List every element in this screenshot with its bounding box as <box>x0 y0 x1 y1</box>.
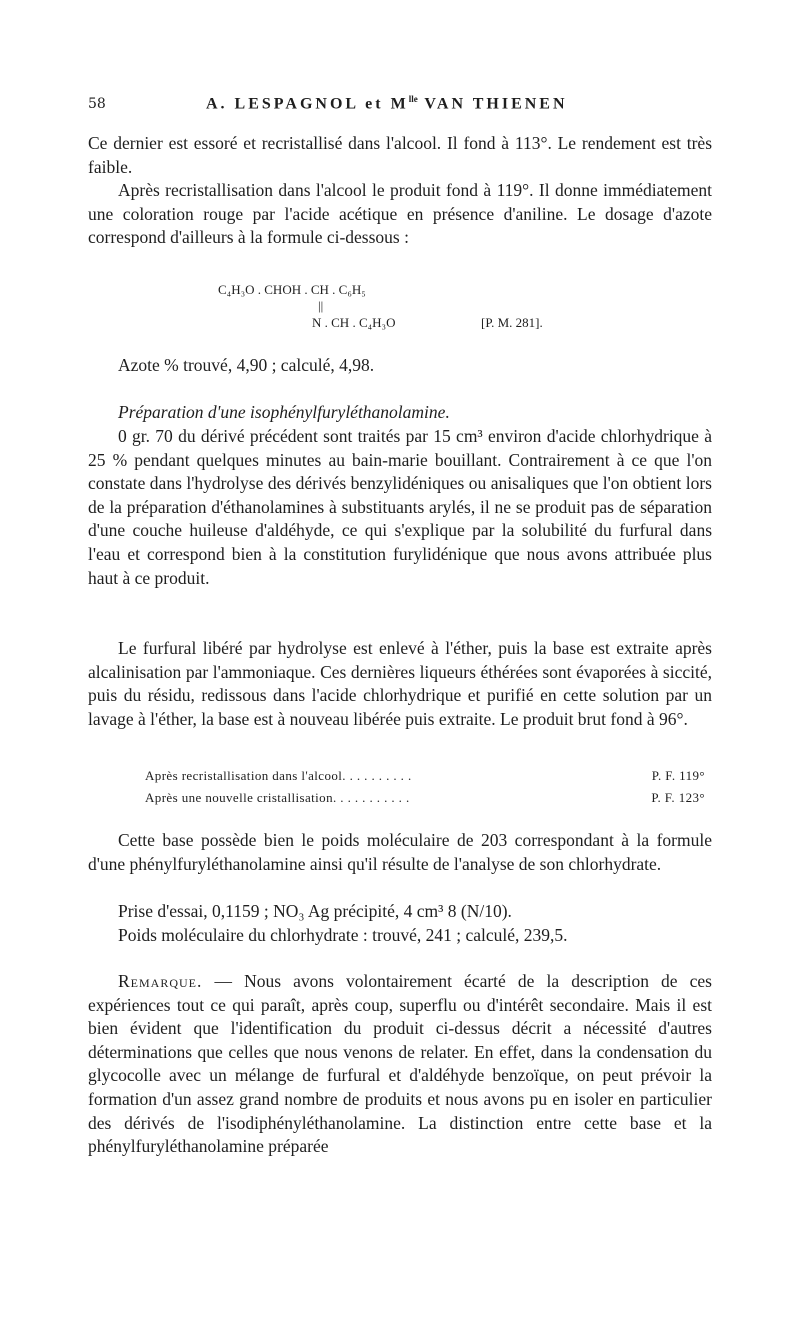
formula-line-2: N . CH . C₄H₃O <box>312 315 396 330</box>
remark-paragraph: Remarque. — Nous avons volontairement écarté de la description de ces expériences tout ce qui paraît, après coup, superflu ou d'intérêt secondaire. Mais il est bien évident que l'identification du produit ci-dessus décrit a nécessité d'autres déterminations que celles que nous venons de relater. En effet, dans la condensation du glycocolle avec un mélange de furfural et d'aldéhyde benzoïque, on peut prévoir la formation d'un assez grand nombre de produits et nous avons pu en isoler en particulier des dérivés de l'isodiphényléthanolamine. La distinction entre cette base et la phénylfuryléthanolamine préparée <box>88 971 712 1157</box>
paragraph-8: Poids moléculaire du chlorhydrate : trouvé, 241 ; calculé, 239,5. <box>118 925 568 945</box>
page-header <box>88 94 710 118</box>
formula-line-1: C₄H₃O . CHOH . CH . C₆H₅ <box>218 282 366 297</box>
paragraph-7: Prise d'essai, 0,1159 ; NO₃ Ag précipité, 4 cm³ 8 (N/10). <box>118 901 512 921</box>
remark-label: Remarque. <box>118 971 203 991</box>
nitrogen-result: Azote % trouvé, 4,90 ; calculé, 4,98. <box>118 355 375 375</box>
melting-row-1: Après recristallisation dans l'alcool. . . . . . . . . . P. F. 119° <box>145 768 705 783</box>
paragraph-6: Cette base possède bien le poids moléculaire de 203 correspondant à la formule d'une phénylfuryléthanolamine ainsi qu'il résulte de l'analyse de son chlorhydrate. <box>88 830 712 874</box>
paragraph-4: 0 gr. 70 du dérivé précédent sont traités par 15 cm³ environ d'acide chlorhydrique à 25 % pendant quelques minutes au bain-marie bouillant. Contrairement à ce que l'on constate dans l'hydrolyse des dérivés benzylidéniques ou anisaliques que l'on obtient lors de la préparation d'éthanolamines à substituants arylés, il ne se produit pas de séparation d'une couche huileuse d'aldéhyde, ce qui s'explique par la solubilité du furfural dans l'eau et correspond bien à la constitution furylidénique que nous avons attribuée plus haut à ce produit. <box>88 426 712 588</box>
section-heading: Préparation d'une isophénylfuryléthanolamine. <box>118 402 450 422</box>
running-title: A. LESPAGNOL et $M^{lle}$ VAN THIENEN <box>206 94 568 113</box>
formula-reference: [P. M. 281]. <box>481 315 543 330</box>
melting-row-2: Après une nouvelle cristallisation. . . . . . . . . . . P. F. 123° <box>145 790 705 805</box>
formula-double-bond: || <box>318 298 324 313</box>
paragraph-1: Ce dernier est essoré et recristallisé dans l'alcool. Il fond à 113°. Le rendement est très faible. <box>88 133 712 177</box>
paragraph-2: Après recristallisation dans l'alcool le produit fond à 119°. Il donne immédiatement une coloration rouge par l'acide acétique en présence d'aniline. Le dosage d'azote correspond d'ailleurs à la formule ci-dessous : <box>88 180 712 248</box>
paragraph-5: Le furfural libéré par hydrolyse est enlevé à l'éther, puis la base est extraite après alcalinisation par l'ammoniaque. Ces dernières liqueurs éthérées sont évaporées à siccité, puis du résidu, redissous dans l'acide chlorhydrique et purifié en cette solution par un lavage à l'éther, la base est à nouveau libérée puis extraite. Le produit brut fond à 96°. <box>88 638 712 729</box>
page-number: 58 <box>88 96 106 112</box>
